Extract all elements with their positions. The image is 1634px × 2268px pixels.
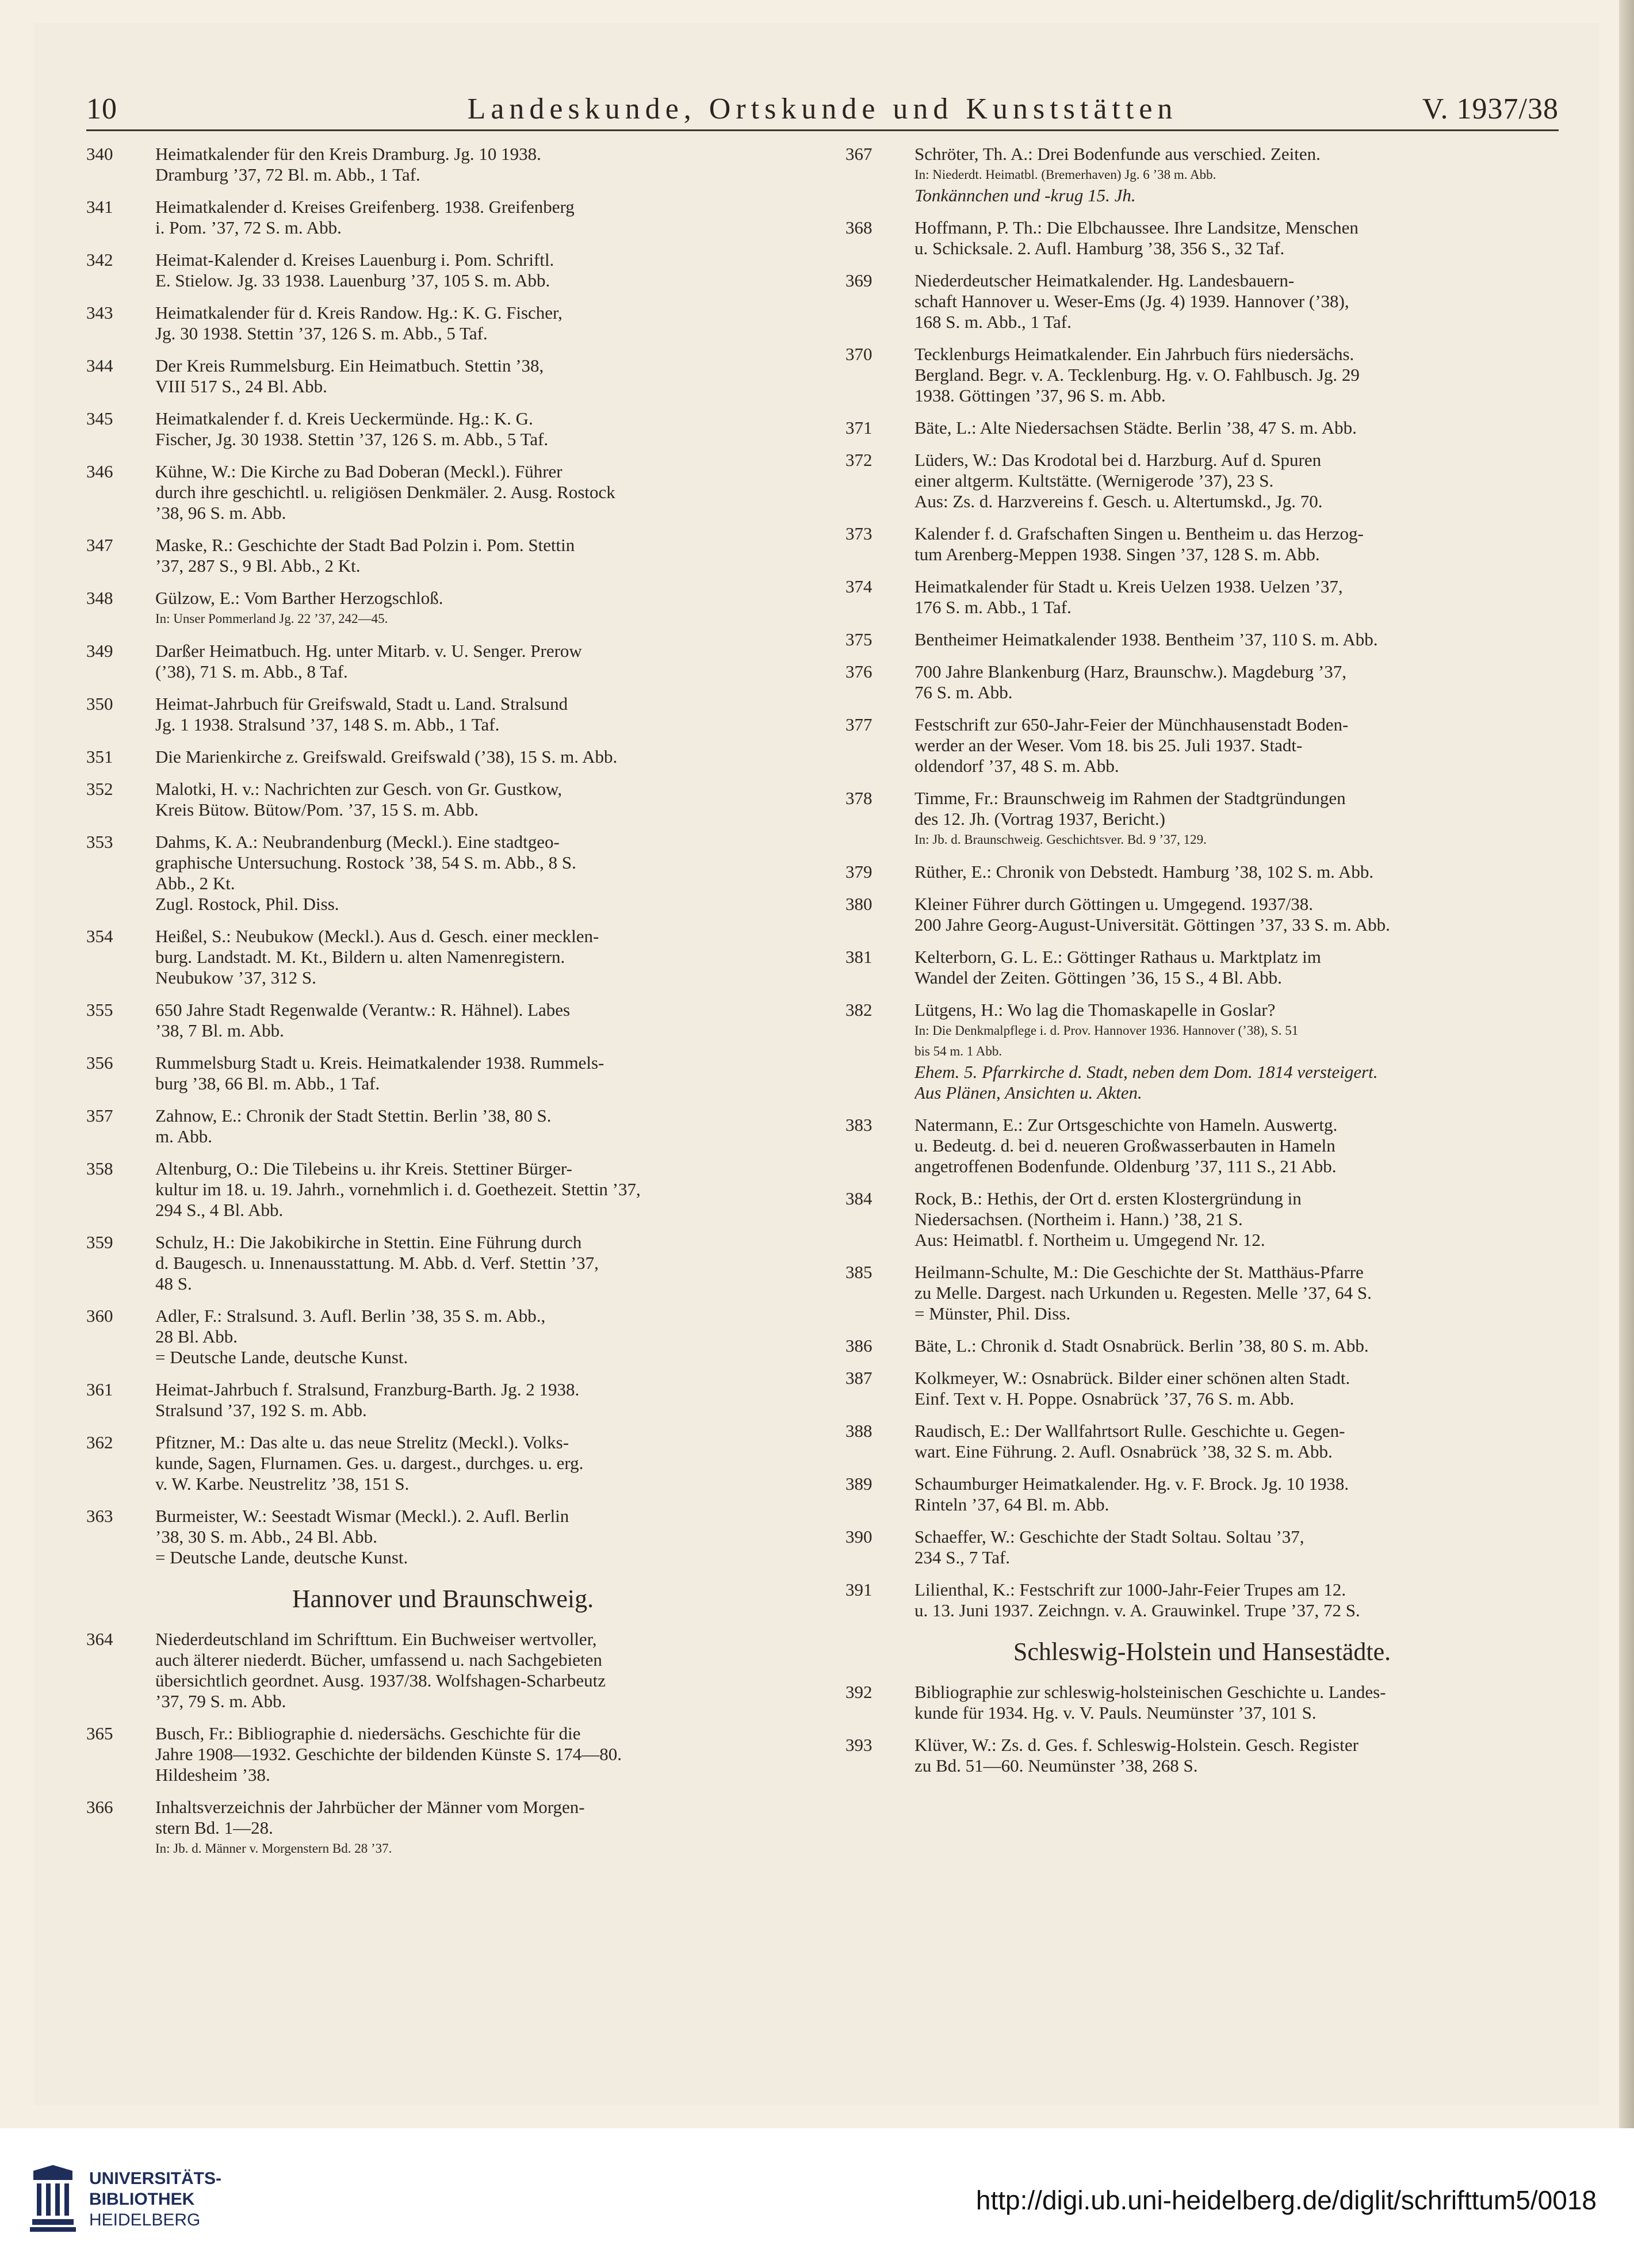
entry-number: 371 (845, 418, 873, 438)
right-column (845, 144, 1559, 1788)
entry-number: 344 (86, 355, 113, 376)
entry-text-line: d. Baugesch. u. Innenausstattung. M. Abb. d. Verf. Stettin ’37, (155, 1253, 599, 1273)
entry-text-line: ’38, 7 Bl. m. Abb. (155, 1020, 284, 1041)
entry-number: 368 (845, 217, 873, 238)
entry-text-line: i. Pom. ’37, 72 S. m. Abb. (155, 217, 342, 238)
entry-text-line: = Deutsche Lande, deutsche Kunst. (155, 1547, 408, 1567)
entry-text-line: Niederdeutscher Heimatkalender. Hg. Landesbauern- (914, 270, 1295, 290)
entry-text-line: Bibliographie zur schleswig-holsteinischen Geschichte u. Landes- (914, 1682, 1386, 1702)
entry-source-line: In: Jb. d. Braunschweig. Geschichtsver. Bd. 9 ’37, 129. (914, 832, 1207, 847)
library-name-line: HEIDELBERG (89, 2210, 201, 2229)
entry-source-line: bis 54 m. 1 Abb. (914, 1044, 1002, 1058)
entry-text-line: ’38, 30 S. m. Abb., 24 Bl. Abb. (155, 1527, 377, 1547)
bibliography-entry (845, 788, 1559, 850)
entry-number: 391 (845, 1579, 873, 1600)
volume-label: V. 1937/38 (1422, 93, 1559, 125)
entry-text-line: ’37, 79 S. m. Abb. (155, 1691, 286, 1711)
page-number: 10 (86, 93, 117, 125)
entry-text-line: Heimatkalender für d. Kreis Randow. Hg.: K. G. Fischer, (155, 303, 562, 323)
entry-text-line: kultur im 18. u. 19. Jahrh., vornehmlich i. d. Goethezeit. Stettin ’37, (155, 1179, 641, 1199)
entry-text-line: E. Stielow. Jg. 33 1938. Lauenburg ’37, 105 S. m. Abb. (155, 270, 550, 290)
entry-text-line: VIII 517 S., 24 Bl. Abb. (155, 376, 327, 396)
bibliography-entry (86, 408, 799, 450)
entry-text-line: kunde für 1934. Hg. v. V. Pauls. Neumünster ’37, 101 S. (914, 1703, 1317, 1723)
entry-text-line: werder an der Weser. Vom 18. bis 25. Juli 1937. Stadt- (914, 735, 1303, 755)
library-name-line: UNIVERSITÄTS- (89, 2169, 222, 2188)
entry-text-line: Schröter, Th. A.: Drei Bodenfunde aus verschied. Zeiten. (914, 144, 1321, 164)
header-rule (86, 129, 1559, 131)
bibliography-entry (86, 588, 799, 629)
entry-number: 378 (845, 788, 873, 808)
entry-number: 340 (86, 144, 113, 164)
bibliography-entry (845, 714, 1559, 777)
bibliography-entry (86, 144, 799, 185)
entry-text-line: = Münster, Phil. Diss. (914, 1303, 1071, 1324)
entry-text-line: 48 S. (155, 1273, 192, 1294)
entry-text-line: Niederdeutschland im Schrifttum. Ein Buchweiser wertvoller, (155, 1629, 597, 1649)
entry-text-line: graphische Untersuchung. Rostock ’38, 54 S. m. Abb., 8 S. (155, 852, 576, 873)
bibliography-entry (845, 1421, 1559, 1462)
bibliography-entry (845, 894, 1559, 935)
entry-number: 360 (86, 1306, 113, 1326)
bibliography-entry (86, 694, 799, 735)
entry-text-line: 76 S. m. Abb. (914, 682, 1013, 702)
bibliography-entry (845, 344, 1559, 406)
bibliography-entry (86, 926, 799, 988)
entry-number: 375 (845, 629, 873, 649)
library-seal-icon (28, 2163, 78, 2234)
entry-text-line: Zugl. Rostock, Phil. Diss. (155, 894, 339, 914)
entry-text-line: Einf. Text v. H. Poppe. Osnabrück ’37, 76 S. m. Abb. (914, 1389, 1294, 1409)
bibliography-entry (845, 144, 1559, 206)
entry-text-line: kunde, Sagen, Flurnamen. Ges. u. dargest., durchges. u. erg. (155, 1453, 584, 1473)
entry-number: 390 (845, 1527, 873, 1547)
entry-number: 352 (86, 779, 113, 799)
entry-text-line: Dahms, K. A.: Neubrandenburg (Meckl.). Eine stadtgeo- (155, 832, 560, 852)
entry-text-line: Hildesheim ’38. (155, 1765, 270, 1785)
bibliography-entry (86, 779, 799, 820)
entry-text-line: Bentheimer Heimatkalender 1938. Bentheim ’37, 110 S. m. Abb. (914, 629, 1378, 649)
entry-text-line: m. Abb. (155, 1126, 213, 1146)
entry-number: 388 (845, 1421, 873, 1441)
entry-text-line: Heimatkalender für Stadt u. Kreis Uelzen 1938. Uelzen ’37, (914, 576, 1343, 596)
bibliography-entry (845, 1000, 1559, 1103)
entry-number: 380 (845, 894, 873, 914)
entry-text-line: Rock, B.: Hethis, der Ort d. ersten Klostergründung in (914, 1188, 1302, 1208)
entry-number: 386 (845, 1336, 873, 1356)
entry-number: 349 (86, 641, 113, 661)
entry-text-line: 168 S. m. Abb., 1 Taf. (914, 312, 1072, 332)
entry-number: 383 (845, 1115, 873, 1135)
entry-text-line: Abb., 2 Kt. (155, 873, 235, 893)
entry-text-line: des 12. Jh. (Vortrag 1937, Bericht.) (914, 809, 1165, 829)
entry-text-line: Rummelsburg Stadt u. Kreis. Heimatkalender 1938. Rummels- (155, 1053, 604, 1073)
entry-text-line: (’38), 71 S. m. Abb., 8 Taf. (155, 661, 348, 682)
entry-text-line: Klüver, W.: Zs. d. Ges. f. Schleswig-Holstein. Gesch. Register (914, 1735, 1359, 1755)
entry-text-line: 1938. Göttingen ’37, 96 S. m. Abb. (914, 385, 1166, 406)
entry-text-line: ’37, 287 S., 9 Bl. Abb., 2 Kt. (155, 556, 361, 576)
bibliography-entry (86, 1629, 799, 1712)
entry-text-line: 234 S., 7 Taf. (914, 1547, 1011, 1567)
bibliography-entry (845, 450, 1559, 512)
entry-text-line: 294 S., 4 Bl. Abb. (155, 1200, 284, 1220)
bibliography-entry (86, 535, 799, 576)
entry-text-line: Bergland. Begr. v. A. Tecklenburg. Hg. v. O. Fahlbusch. Jg. 29 (914, 365, 1360, 385)
entry-text-line: Festschrift zur 650-Jahr-Feier der Münchhausenstadt Boden- (914, 714, 1349, 735)
entry-number: 358 (86, 1158, 113, 1179)
entry-number: 381 (845, 947, 873, 967)
entry-number: 350 (86, 694, 113, 714)
running-title: Landeskunde, Ortskunde und Kunststätten (467, 93, 1178, 125)
entry-number: 342 (86, 250, 113, 270)
entry-text-line: 176 S. m. Abb., 1 Taf. (914, 597, 1072, 617)
entry-text-line: Inhaltsverzeichnis der Jahrbücher der Männer vom Morgen- (155, 1797, 585, 1817)
entry-text-line: zu Bd. 51—60. Neumünster ’38, 268 S. (914, 1755, 1198, 1776)
entry-number: 377 (845, 714, 873, 735)
entry-text-line: Heimat-Jahrbuch für Greifswald, Stadt u. Land. Stralsund (155, 694, 568, 714)
entry-number: 345 (86, 408, 113, 429)
bibliography-entry (845, 523, 1559, 565)
entry-number: 355 (86, 1000, 113, 1020)
entry-text-line: Heißel, S.: Neubukow (Meckl.). Aus d. Gesch. einer mecklen- (155, 926, 599, 946)
entry-text-line: 28 Bl. Abb. (155, 1326, 238, 1347)
bibliography-entry (86, 1053, 799, 1094)
bibliography-entry (845, 1527, 1559, 1568)
entry-text-line: auch älterer niederdt. Bücher, umfassend u. nach Sachgebieten (155, 1650, 602, 1670)
entry-text-line: u. Bedeutg. d. bei d. neueren Großwasserbauten in Hameln (914, 1135, 1335, 1156)
entry-text-line: burg. Landstadt. M. Kt., Bildern u. alten Namenregistern. (155, 947, 565, 967)
entry-number: 348 (86, 588, 113, 608)
entry-text-line: 200 Jahre Georg-August-Universität. Göttingen ’37, 33 S. m. Abb. (914, 915, 1390, 935)
bibliography-entry (86, 355, 799, 397)
bibliography-entry (845, 576, 1559, 618)
library-name (89, 2168, 221, 2231)
bibliography-entry (845, 661, 1559, 703)
bibliography-entry (845, 862, 1559, 882)
bibliography-entry (86, 1106, 799, 1147)
entry-number: 374 (845, 576, 873, 596)
entry-number: 343 (86, 303, 113, 323)
entry-text-line: Malotki, H. v.: Nachrichten zur Gesch. von Gr. Gustkow, (155, 779, 562, 799)
entry-source-line: In: Unser Pommerland Jg. 22 ’37, 242—45. (155, 611, 388, 626)
bibliography-entry (86, 303, 799, 344)
entry-source-line: In: Jb. d. Männer v. Morgenstern Bd. 28 ’37. (155, 1841, 392, 1856)
entry-text-line: übersichtlich geordnet. Ausg. 1937/38. Wolfshagen-Scharbeutz (155, 1670, 606, 1691)
entry-text-line: schaft Hannover u. Weser-Ems (Jg. 4) 1939. Hannover (’38), (914, 291, 1349, 311)
entry-text-line: Kalender f. d. Grafschaften Singen u. Bentheim u. das Herzog- (914, 523, 1364, 544)
entry-text-line: Lütgens, H.: Wo lag die Thomaskapelle in Goslar? (914, 1000, 1276, 1020)
entry-text-line: Maske, R.: Geschichte der Stadt Bad Polzin i. Pom. Stettin (155, 535, 575, 555)
bibliography-entry (86, 1232, 799, 1294)
bibliography-entry (86, 461, 799, 523)
entry-number: 384 (845, 1188, 873, 1208)
bibliography-entry (845, 1368, 1559, 1409)
bibliography-entry (845, 217, 1559, 259)
entry-text-line: tum Arenberg-Meppen 1938. Singen ’37, 128 S. m. Abb. (914, 544, 1320, 564)
entry-number: 393 (845, 1735, 873, 1755)
entry-text-line: Jahre 1908—1932. Geschichte der bildenden Künste S. 174—80. (155, 1744, 622, 1764)
entry-text-line: Heimatkalender für den Kreis Dramburg. Jg. 10 1938. (155, 144, 541, 164)
entry-text-line: wart. Eine Führung. 2. Aufl. Osnabrück ’38, 32 S. m. Abb. (914, 1441, 1333, 1462)
bibliography-entry (845, 1579, 1559, 1621)
entry-text-line: Heilmann-Schulte, M.: Die Geschichte der St. Matthäus-Pfarre (914, 1262, 1364, 1282)
entry-number: 347 (86, 535, 113, 555)
entry-number: 372 (845, 450, 873, 470)
entry-number: 387 (845, 1368, 873, 1388)
entry-number: 370 (845, 344, 873, 364)
entry-number: 361 (86, 1379, 113, 1399)
entry-number: 362 (86, 1432, 113, 1452)
entry-text-line: Tecklenburgs Heimatkalender. Ein Jahrbuch fürs niedersächs. (914, 344, 1354, 364)
entry-text-line: zu Melle. Dargest. nach Urkunden u. Regesten. Melle ’37, 64 S. (914, 1283, 1372, 1303)
book-edge (1619, 0, 1634, 2128)
entry-text-line: Altenburg, O.: Die Tilebeins u. ihr Kreis. Stettiner Bürger- (155, 1158, 572, 1179)
bibliography-entry (845, 1474, 1559, 1515)
entry-text-line: Rinteln ’37, 64 Bl. m. Abb. (914, 1494, 1109, 1514)
entry-number: 385 (845, 1262, 873, 1282)
entry-text-line: Kühne, W.: Die Kirche zu Bad Doberan (Meckl.). Führer (155, 461, 562, 481)
entry-text-line: Kleiner Führer durch Göttingen u. Umgegend. 1937/38. (914, 894, 1314, 914)
entry-text-line: Adler, F.: Stralsund. 3. Aufl. Berlin ’38, 35 S. m. Abb., (155, 1306, 546, 1326)
entry-note-line: Tonkännchen und -krug 15. Jh. (914, 185, 1136, 205)
left-column (86, 144, 799, 1871)
bibliography-entry (86, 1723, 799, 1785)
entry-number: 373 (845, 523, 873, 544)
entry-text-line: Neubukow ’37, 312 S. (155, 967, 316, 988)
entry-text-line: Raudisch, E.: Der Wallfahrtsort Rulle. Geschichte u. Gegen- (914, 1421, 1345, 1441)
bibliography-entry (86, 1432, 799, 1494)
bibliography-entry (86, 1306, 799, 1368)
bibliography-entry (845, 1735, 1559, 1776)
entry-text-line: Zahnow, E.: Chronik der Stadt Stettin. Berlin ’38, 80 S. (155, 1106, 552, 1126)
entry-number: 365 (86, 1723, 113, 1743)
entry-text-line: Heimat-Kalender d. Kreises Lauenburg i. Pom. Schriftl. (155, 250, 554, 270)
entry-number: 366 (86, 1797, 113, 1817)
bibliography-entry (845, 1262, 1559, 1324)
entry-text-line: Burmeister, W.: Seestadt Wismar (Meckl.). 2. Aufl. Berlin (155, 1506, 569, 1526)
entry-text-line: Bäte, L.: Alte Niedersachsen Städte. Berlin ’38, 47 S. m. Abb. (914, 418, 1357, 438)
entry-text-line: Schaumburger Heimatkalender. Hg. v. F. Brock. Jg. 10 1938. (914, 1474, 1349, 1494)
entry-text-line: burg ’38, 66 Bl. m. Abb., 1 Taf. (155, 1073, 380, 1093)
entry-source-line: In: Die Denkmalpflege i. d. Prov. Hannover 1936. Hannover (’38), S. 51 (914, 1023, 1299, 1038)
entry-number: 351 (86, 747, 113, 767)
bibliography-entry (86, 197, 799, 238)
entry-number: 354 (86, 926, 113, 946)
entry-text-line: Hoffmann, P. Th.: Die Elbchaussee. Ihre Landsitze, Menschen (914, 217, 1359, 238)
entry-note-line: Ehem. 5. Pfarrkirche d. Stadt, neben dem Dom. 1814 versteigert. (914, 1062, 1378, 1082)
section-heading: Hannover und Braunschweig. (292, 1585, 594, 1613)
entry-text-line: Wandel der Zeiten. Göttingen ’36, 15 S., 4 Bl. Abb. (914, 967, 1282, 988)
entry-number: 364 (86, 1629, 113, 1649)
entry-text-line: Schulz, H.: Die Jakobikirche in Stettin. Eine Führung durch (155, 1232, 582, 1252)
entry-text-line: Niedersachsen. (Northeim i. Hann.) ’38, 21 S. (914, 1209, 1243, 1229)
entry-note-line: Aus Plänen, Ansichten u. Akten. (914, 1083, 1142, 1103)
bibliography-entry (845, 1336, 1559, 1356)
entry-text-line: einer altgerm. Kultstätte. (Wernigerode ’37), 23 S. (914, 471, 1274, 491)
entry-number: 382 (845, 1000, 873, 1020)
entry-text-line: 700 Jahre Blankenburg (Harz, Braunschw.). Magdeburg ’37, (914, 661, 1346, 682)
entry-text-line: Jg. 30 1938. Stettin ’37, 126 S. m. Abb., 5 Taf. (155, 323, 488, 343)
entry-text-line: Heimat-Jahrbuch f. Stralsund, Franzburg-Barth. Jg. 2 1938. (155, 1379, 580, 1399)
entry-source-line: In: Niederdt. Heimatbl. (Bremerhaven) Jg. 6 ’38 m. Abb. (914, 167, 1216, 182)
entry-text-line: Timme, Fr.: Braunschweig im Rahmen der Stadtgründungen (914, 788, 1346, 808)
entry-number: 341 (86, 197, 113, 217)
entry-number: 357 (86, 1106, 113, 1126)
bibliography-entry (86, 1379, 799, 1421)
entry-number: 376 (845, 661, 873, 682)
entry-text-line: durch ihre geschichtl. u. religiösen Denkmäler. 2. Ausg. Rostock (155, 482, 615, 502)
bibliography-entry (845, 947, 1559, 988)
entry-number: 392 (845, 1682, 873, 1702)
entry-text-line: Kolkmeyer, W.: Osnabrück. Bilder einer schönen alten Stadt. (914, 1368, 1350, 1388)
bibliography-entry (86, 641, 799, 682)
entry-text-line: Rüther, E.: Chronik von Debstedt. Hamburg ’38, 102 S. m. Abb. (914, 862, 1374, 882)
entry-text-line: Die Marienkirche z. Greifswald. Greifswald (’38), 15 S. m. Abb. (155, 747, 618, 767)
entry-text-line: Schaeffer, W.: Geschichte der Stadt Soltau. Soltau ’37, (914, 1527, 1304, 1547)
entry-text-line: = Deutsche Lande, deutsche Kunst. (155, 1347, 408, 1367)
entry-number: 346 (86, 461, 113, 481)
entry-text-line: u. Schicksale. 2. Aufl. Hamburg ’38, 356 S., 32 Taf. (914, 238, 1285, 258)
bibliography-entry (845, 270, 1559, 332)
entry-text-line: Dramburg ’37, 72 Bl. m. Abb., 1 Taf. (155, 165, 420, 185)
footer-bar (0, 2128, 1634, 2268)
entry-number: 359 (86, 1232, 113, 1252)
entry-text-line: Stralsund ’37, 192 S. m. Abb. (155, 1400, 367, 1420)
entry-text-line: 650 Jahre Stadt Regenwalde (Verantw.: R. Hähnel). Labes (155, 1000, 571, 1020)
entry-text-line: Natermann, E.: Zur Ortsgeschichte von Hameln. Auswertg. (914, 1115, 1338, 1135)
section-heading: Schleswig-Holstein und Hansestädte. (1013, 1638, 1391, 1666)
entry-text-line: Gülzow, E.: Vom Barther Herzogschloß. (155, 588, 443, 608)
entry-text-line: angetroffenen Bodenfunde. Oldenburg ’37, 111 S., 21 Abb. (914, 1156, 1337, 1176)
bibliography-entry (86, 250, 799, 291)
entry-text-line: oldendorf ’37, 48 S. m. Abb. (914, 756, 1119, 776)
entry-number: 379 (845, 862, 873, 882)
entry-text-line: Kelterborn, G. L. E.: Göttinger Rathaus u. Marktplatz im (914, 947, 1321, 967)
entry-text-line: Aus: Heimatbl. f. Northeim u. Umgegend Nr. 12. (914, 1230, 1265, 1250)
entry-text-line: Heimatkalender f. d. Kreis Ueckermünde. Hg.: K. G. (155, 408, 533, 429)
entry-text-line: v. W. Karbe. Neustrelitz ’38, 151 S. (155, 1474, 410, 1494)
entry-number: 369 (845, 270, 873, 290)
bibliography-entry (845, 1115, 1559, 1177)
entry-number: 367 (845, 144, 873, 164)
entry-text-line: Aus: Zs. d. Harzvereins f. Gesch. u. Altertumskd., Jg. 70. (914, 491, 1323, 511)
entry-text-line: Bäte, L.: Chronik d. Stadt Osnabrück. Berlin ’38, 80 S. m. Abb. (914, 1336, 1369, 1356)
entry-text-line: stern Bd. 1—28. (155, 1818, 273, 1838)
entry-text-line: ’38, 96 S. m. Abb. (155, 503, 286, 523)
library-name-line: BIBLIOTHEK (89, 2190, 195, 2209)
entry-number: 353 (86, 832, 113, 852)
entry-text-line: Heimatkalender d. Kreises Greifenberg. 1938. Greifenberg (155, 197, 575, 217)
bibliography-entry (86, 1000, 799, 1041)
entry-text-line: Lilienthal, K.: Festschrift zur 1000-Jahr-Feier Trupes am 12. (914, 1579, 1346, 1600)
entry-text-line: Jg. 1 1938. Stralsund ’37, 148 S. m. Abb., 1 Taf. (155, 714, 500, 735)
entry-number: 389 (845, 1474, 873, 1494)
bibliography-entry (845, 418, 1559, 438)
permalink-url[interactable]: http://digi.ub.uni-heidelberg.de/diglit/schrifttum5/0018 (975, 2185, 1597, 2215)
bibliography-entry (86, 1797, 799, 1859)
entry-text-line: Der Kreis Rummelsburg. Ein Heimatbuch. Stettin ’38, (155, 355, 544, 376)
entry-text-line: Kreis Bütow. Bütow/Pom. ’37, 15 S. m. Abb. (155, 800, 479, 820)
bibliography-entry (86, 747, 799, 767)
entry-number: 356 (86, 1053, 113, 1073)
entry-text-line: u. 13. Juni 1937. Zeichngn. v. A. Grauwinkel. Trupe ’37, 72 S. (914, 1600, 1360, 1620)
bibliography-entry (845, 1682, 1559, 1723)
bibliography-entry (845, 629, 1559, 650)
bibliography-entry (86, 1158, 799, 1221)
entry-text-line: Pfitzner, M.: Das alte u. das neue Strelitz (Meckl.). Volks- (155, 1432, 569, 1452)
entry-text-line: Fischer, Jg. 30 1938. Stettin ’37, 126 S. m. Abb., 5 Taf. (155, 429, 549, 449)
entry-text-line: Busch, Fr.: Bibliographie d. niedersächs. Geschichte für die (155, 1723, 581, 1743)
entry-text-line: Lüders, W.: Das Krodotal bei d. Harzburg. Auf d. Spuren (914, 450, 1322, 470)
bibliography-entry (845, 1188, 1559, 1250)
entry-number: 363 (86, 1506, 113, 1526)
bibliography-entry (86, 832, 799, 915)
bibliography-entry (86, 1506, 799, 1568)
entry-text-line: Darßer Heimatbuch. Hg. unter Mitarb. v. U. Senger. Prerow (155, 641, 582, 661)
